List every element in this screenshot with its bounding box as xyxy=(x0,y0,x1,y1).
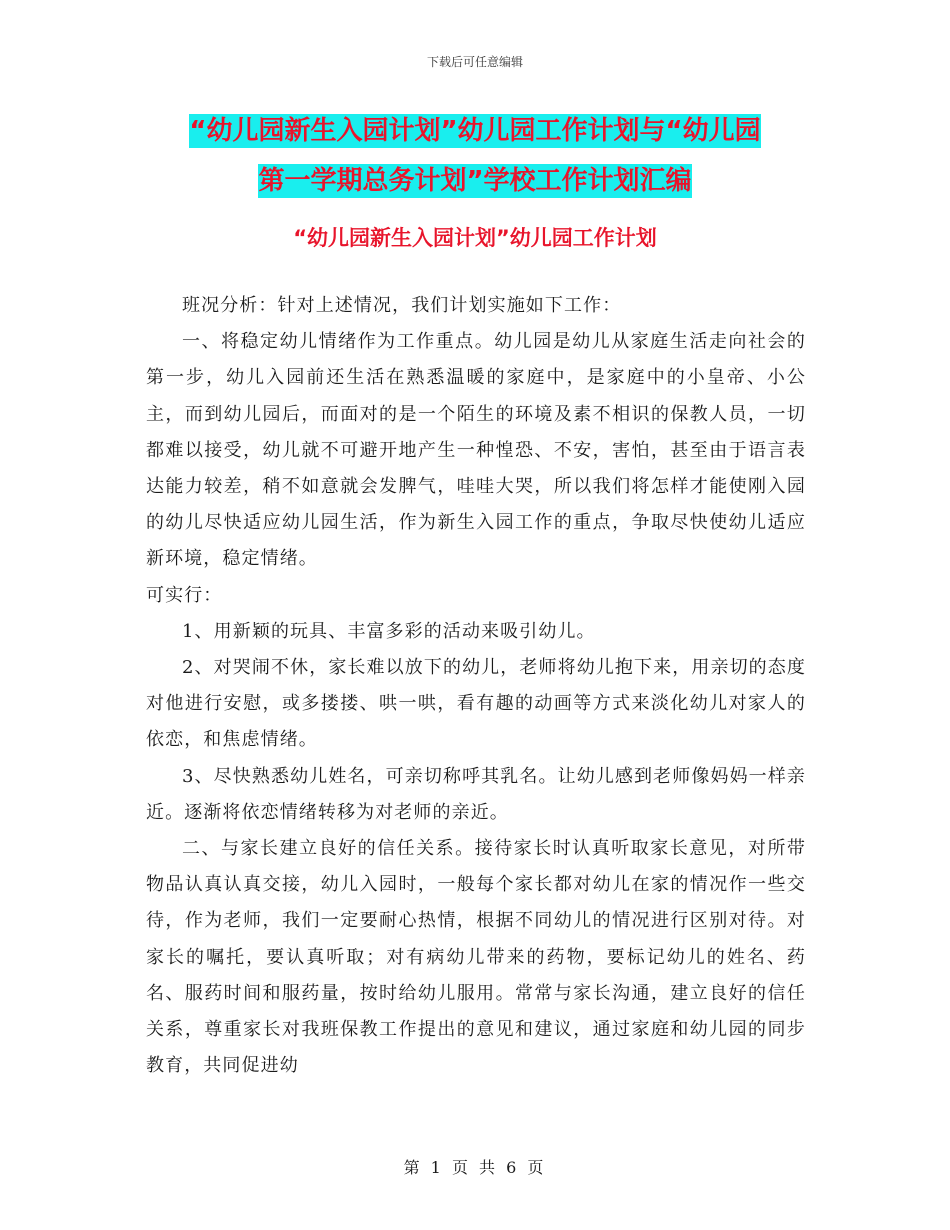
paragraph: 二、与家长建立良好的信任关系。接待家长时认真听取家长意见，对所带物品认真认真交接，幼儿入园时，一般每个家长都对幼儿在家的情况作一些交待，作为老师，我们一定要耐心热情，根据不同幼儿的情况进行区别对待。对家长的嘱托，要认真听取；对有病幼儿带来的药物，要标记幼儿的姓名、药名、服药时间和服药量，按时给幼儿服用。常常与家长沟通，建立良好的信任关系，尊重家长对我班保教工作提出的意见和建议，通过家庭和幼儿园的同步教育，共同促进幼 xyxy=(146,838,806,1077)
paragraph: 1、用新颖的玩具、丰富多彩的活动来吸引幼儿。 xyxy=(182,620,596,642)
paragraph: 一、将稳定幼儿情绪作为工作重点。幼儿园是幼儿从家庭生活走向社会的第一步，幼儿入园前还生活在熟悉温暖的家庭中，是家庭中的小皇帝、小公主，而到幼儿园后，而面对的是一个陌生的环境及素不相识的保教人员，一切都难以接受，幼儿就不可避开地产生一种惶恐、不安，害怕，甚至由于语言表达能力较差，稍不如意就会发脾气，哇哇大哭，所以我们将怎样才能使刚入园的幼儿尽快适应幼儿园生活，作为新生入园工作的重点，争取尽快使幼儿适应新环境，稳定情绪。 xyxy=(146,331,806,570)
paragraph: 可实行： xyxy=(146,584,223,606)
document-title xyxy=(145,106,805,206)
paragraph: 3、尽快熟悉幼儿姓名，可亲切称呼其乳名。让幼儿感到老师像妈妈一样亲近。逐渐将依恋情绪转移为对老师的亲近。 xyxy=(146,765,806,823)
page-footer: 第 1 页 共 6 页 xyxy=(403,1158,547,1177)
document-title-line1: “幼儿园新生入园计划”幼儿园工作计划与“幼儿园 xyxy=(189,116,761,146)
paragraph: 班况分析：针对上述情况，我们计划实施如下工作： xyxy=(182,295,622,316)
header-note: 下载后可任意编辑 xyxy=(426,55,523,69)
section-title: “幼儿园新生入园计划”幼儿园工作计划 xyxy=(293,226,657,250)
body-text xyxy=(146,288,806,1084)
paragraph: 2、对哭闹不休，家长难以放下的幼儿，老师将幼儿抱下来，用亲切的态度对他进行安慰，或多搂搂、哄一哄，看有趣的动画等方式来淡化幼儿对家人的依恋，和焦虑情绪。 xyxy=(146,657,806,751)
document-title-line2: 第一学期总务计划”学校工作计划汇编 xyxy=(258,166,692,196)
